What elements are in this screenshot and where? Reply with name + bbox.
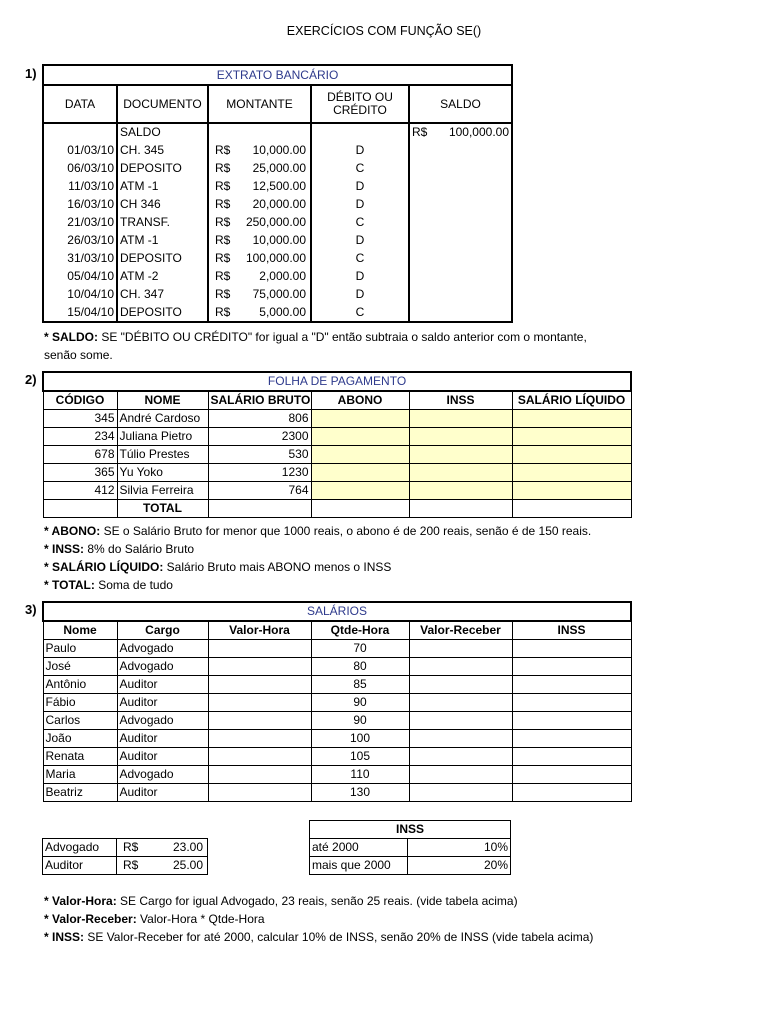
valor-hora-cell[interactable] — [208, 766, 311, 784]
codigo-cell: 365 — [43, 464, 117, 482]
table-row — [43, 694, 631, 712]
valor-receber-cell[interactable] — [409, 730, 512, 748]
qtde-hora-cell: 110 — [311, 766, 409, 784]
note-saldo-text: SE "DÉBITO OU CRÉDITO" for igual a "D" então subtraia o saldo anterior com o montante, — [98, 330, 587, 344]
dc-cell — [311, 123, 409, 141]
documento-cell: DEPOSITO — [117, 303, 208, 322]
rate-value: 23.00 — [172, 840, 203, 854]
salario-bruto-cell: 2300 — [208, 428, 311, 446]
montante-value: 100,000.00 — [245, 250, 306, 265]
data-cell: 11/03/10 — [43, 177, 117, 195]
valor-hora-cell[interactable] — [208, 676, 311, 694]
montante-cell — [208, 195, 311, 213]
codigo-cell: 345 — [43, 410, 117, 428]
exercise-2-number: 2) — [25, 372, 37, 387]
total-empty-cell — [43, 500, 117, 518]
dc-cell: D — [311, 267, 409, 285]
table-row — [43, 640, 631, 658]
montante-cell — [208, 159, 311, 177]
hourly-rates-table — [42, 838, 208, 875]
currency-symbol: R$ — [215, 268, 231, 283]
page-title: EXERCÍCIOS COM FUNÇÃO SE() — [286, 24, 482, 38]
rate-cargo-cell: Advogado — [43, 839, 117, 857]
inss-faixa-cell: mais que 2000 — [310, 857, 408, 875]
table-row — [43, 285, 512, 303]
cargo-cell: Advogado — [117, 658, 208, 676]
saldo-cell[interactable] — [409, 231, 512, 249]
payroll-table — [42, 371, 632, 518]
currency-symbol: R$ — [215, 286, 231, 301]
salario-bruto-cell: 806 — [208, 410, 311, 428]
montante-cell — [208, 213, 311, 231]
nome-cell: João — [43, 730, 117, 748]
bank-statement-title: EXTRATO BANCÁRIO — [43, 65, 512, 85]
col-header-salario-liquido: SALÁRIO LÍQUIDO — [512, 391, 631, 410]
documento-cell: ATM -1 — [117, 177, 208, 195]
valor-receber-cell[interactable] — [409, 748, 512, 766]
col-header-valor-receber: Valor-Receber — [409, 621, 512, 640]
saldo-cell[interactable] — [409, 159, 512, 177]
saldo-cell[interactable] — [409, 141, 512, 159]
montante-cell — [208, 123, 311, 141]
data-cell: 26/03/10 — [43, 231, 117, 249]
data-cell: 16/03/10 — [43, 195, 117, 213]
qtde-hora-cell: 70 — [311, 640, 409, 658]
saldo-cell[interactable] — [409, 249, 512, 267]
col-header-inss: INSS — [512, 621, 631, 640]
montante-value: 20,000.00 — [252, 196, 306, 211]
dc-cell: D — [311, 231, 409, 249]
saldo-label: SALDO — [117, 123, 208, 141]
table-row — [43, 410, 631, 428]
montante-cell — [208, 249, 311, 267]
montante-cell — [208, 267, 311, 285]
cargo-cell: Advogado — [117, 640, 208, 658]
currency-symbol: R$ — [412, 125, 428, 139]
montante-value: 12,500.00 — [252, 178, 306, 193]
table-row — [43, 159, 512, 177]
note-valor-receber: * Valor-Receber: Valor-Hora * Qtde-Hora — [44, 912, 265, 926]
documento-cell: ATM -2 — [117, 267, 208, 285]
note-valor-hora: * Valor-Hora: SE Cargo for igual Advogado, 23 reais, senão 25 reais. (vide tabela acima) — [44, 894, 518, 908]
documento-cell: CH. 345 — [117, 141, 208, 159]
nome-cell: Paulo — [43, 640, 117, 658]
qtde-hora-cell: 100 — [311, 730, 409, 748]
montante-cell — [208, 141, 311, 159]
qtde-hora-cell: 130 — [311, 784, 409, 802]
note-abono: * ABONO: SE o Salário Bruto for menor que 1000 reais, o abono é de 200 reais, senão é de 150 reais. — [44, 524, 592, 538]
documento-cell: CH. 347 — [117, 285, 208, 303]
qtde-hora-cell: 85 — [311, 676, 409, 694]
documento-cell: DEPOSITO — [117, 249, 208, 267]
valor-receber-cell[interactable] — [409, 694, 512, 712]
table-row — [43, 482, 631, 500]
table-row — [43, 748, 631, 766]
cargo-cell: Advogado — [117, 712, 208, 730]
total-inss-cell[interactable] — [409, 500, 512, 518]
montante-cell — [208, 303, 311, 322]
note-inss: * INSS: 8% do Salário Bruto — [44, 542, 195, 556]
nome-cell: Beatriz — [43, 784, 117, 802]
col-header-qtde-hora: Qtde-Hora — [311, 621, 409, 640]
col-header-saldo: SALDO — [409, 85, 512, 123]
inss-cell[interactable] — [512, 766, 631, 784]
table-row — [43, 428, 631, 446]
rate-row — [43, 857, 208, 875]
inss-cell[interactable] — [512, 676, 631, 694]
abono-cell[interactable] — [311, 428, 409, 446]
table-row — [43, 712, 631, 730]
inss-cell[interactable] — [409, 464, 512, 482]
saldo-initial-value: 100,000.00 — [448, 125, 509, 139]
col-header-codigo: CÓDIGO — [43, 391, 117, 410]
documento-cell: ATM -1 — [117, 231, 208, 249]
abono-cell[interactable] — [311, 464, 409, 482]
currency-symbol: R$ — [215, 160, 231, 175]
rate-value: 25.00 — [172, 858, 203, 872]
montante-value: 250,000.00 — [245, 214, 306, 229]
table-row — [43, 676, 631, 694]
codigo-cell: 234 — [43, 428, 117, 446]
currency-symbol: R$ — [215, 178, 231, 193]
table-row — [43, 213, 512, 231]
salaries-table — [42, 601, 632, 802]
dc-cell: C — [311, 213, 409, 231]
currency-symbol: R$ — [215, 304, 231, 319]
valor-hora-cell[interactable] — [208, 640, 311, 658]
data-cell: 31/03/10 — [43, 249, 117, 267]
rate-value-cell — [117, 839, 208, 857]
documento-cell: CH 346 — [117, 195, 208, 213]
currency-symbol: R$ — [215, 196, 231, 211]
nome-cell: Silvia Ferreira — [117, 482, 208, 500]
salaries-title: SALÁRIOS — [43, 602, 631, 621]
note-saldo-label: * SALDO: — [44, 330, 98, 344]
salario-bruto-cell: 1230 — [208, 464, 311, 482]
exercise-3-number: 3) — [25, 602, 37, 617]
dc-cell: D — [311, 177, 409, 195]
montante-value: 25,000.00 — [252, 160, 306, 175]
note-saldo-text-2: senão some. — [44, 348, 113, 362]
table-row — [43, 141, 512, 159]
currency-symbol: R$ — [215, 214, 231, 229]
abono-cell[interactable] — [311, 410, 409, 428]
valor-receber-cell[interactable] — [409, 658, 512, 676]
payroll-notes — [44, 522, 591, 594]
codigo-cell: 412 — [43, 482, 117, 500]
salario-liquido-cell[interactable] — [512, 446, 631, 464]
nome-cell: Fábio — [43, 694, 117, 712]
data-cell: 15/04/10 — [43, 303, 117, 322]
dc-cell: D — [311, 285, 409, 303]
table-row — [43, 231, 512, 249]
cargo-cell: Auditor — [117, 784, 208, 802]
montante-cell — [208, 177, 311, 195]
col-header-montante: MONTANTE — [208, 85, 311, 123]
inss-faixa-cell: até 2000 — [310, 839, 408, 857]
nome-cell: Carlos — [43, 712, 117, 730]
total-liquido-cell[interactable] — [512, 500, 631, 518]
qtde-hora-cell: 80 — [311, 658, 409, 676]
salario-bruto-cell: 764 — [208, 482, 311, 500]
inss-cell[interactable] — [512, 712, 631, 730]
inss-pct-cell: 10% — [408, 839, 511, 857]
note-total: * TOTAL: Soma de tudo — [44, 578, 173, 592]
inss-pct-cell: 20% — [408, 857, 511, 875]
abono-cell[interactable] — [311, 482, 409, 500]
dc-cell: C — [311, 303, 409, 322]
nome-cell: Túlio Prestes — [117, 446, 208, 464]
col-header-cargo: Cargo — [117, 621, 208, 640]
dc-cell: D — [311, 195, 409, 213]
cargo-cell: Advogado — [117, 766, 208, 784]
total-salario-cell[interactable] — [208, 500, 311, 518]
note-inss-calc: * INSS: SE Valor-Receber for até 2000, calcular 10% de INSS, senão 20% de INSS (vide tabela acima) — [44, 930, 594, 944]
inss-cell[interactable] — [409, 482, 512, 500]
valor-receber-cell[interactable] — [409, 784, 512, 802]
saldo-initial-cell — [409, 123, 512, 141]
currency-symbol: R$ — [123, 858, 139, 872]
saldo-cell[interactable] — [409, 285, 512, 303]
table-row — [43, 267, 512, 285]
table-row — [43, 195, 512, 213]
valor-receber-cell[interactable] — [409, 676, 512, 694]
exercise-1-number: 1) — [25, 66, 37, 81]
col-header-inss: INSS — [409, 391, 512, 410]
currency-symbol: R$ — [215, 142, 231, 157]
cargo-cell: Auditor — [117, 748, 208, 766]
saldo-cell[interactable] — [409, 303, 512, 322]
inss-cell[interactable] — [512, 694, 631, 712]
col-header-data: DATA — [43, 85, 117, 123]
nome-cell: Juliana Pietro — [117, 428, 208, 446]
valor-hora-cell[interactable] — [208, 784, 311, 802]
table-row — [43, 766, 631, 784]
cargo-cell: Auditor — [117, 730, 208, 748]
data-cell — [43, 123, 117, 141]
data-cell: 05/04/10 — [43, 267, 117, 285]
col-header-debito-credito: DÉBITO OU CRÉDITO — [311, 85, 409, 123]
inss-rate-row — [310, 839, 511, 857]
table-row — [43, 730, 631, 748]
documento-cell: DEPOSITO — [117, 159, 208, 177]
inss-cell[interactable] — [409, 446, 512, 464]
currency-symbol: R$ — [123, 840, 139, 854]
dc-cell: C — [311, 249, 409, 267]
cargo-cell: Auditor — [117, 694, 208, 712]
valor-receber-cell[interactable] — [409, 640, 512, 658]
data-cell: 10/04/10 — [43, 285, 117, 303]
col-header-abono: ABONO — [311, 391, 409, 410]
inss-cell[interactable] — [512, 658, 631, 676]
inss-cell[interactable] — [512, 784, 631, 802]
montante-cell — [208, 231, 311, 249]
nome-cell: Antônio — [43, 676, 117, 694]
valor-hora-cell[interactable] — [208, 712, 311, 730]
valor-hora-cell[interactable] — [208, 730, 311, 748]
inss-rate-row — [310, 857, 511, 875]
valor-hora-cell[interactable] — [208, 658, 311, 676]
salaries-notes — [44, 892, 593, 946]
currency-symbol: R$ — [215, 250, 231, 265]
table-row — [43, 784, 631, 802]
abono-cell[interactable] — [311, 446, 409, 464]
valor-hora-cell[interactable] — [208, 694, 311, 712]
payroll-title: FOLHA DE PAGAMENTO — [43, 372, 631, 391]
salario-liquido-cell[interactable] — [512, 464, 631, 482]
montante-value: 10,000.00 — [252, 142, 306, 157]
saldo-cell[interactable] — [409, 267, 512, 285]
codigo-cell: 678 — [43, 446, 117, 464]
inss-rates-table — [309, 820, 511, 875]
montante-value: 10,000.00 — [252, 232, 306, 247]
salario-liquido-cell[interactable] — [512, 482, 631, 500]
inss-table-title: INSS — [310, 821, 511, 839]
col-header-nome: Nome — [43, 621, 117, 640]
col-header-salario-bruto: SALÁRIO BRUTO — [208, 391, 311, 410]
saldo-cell[interactable] — [409, 177, 512, 195]
data-cell: 06/03/10 — [43, 159, 117, 177]
total-label: TOTAL — [117, 500, 208, 518]
rate-row — [43, 839, 208, 857]
table-row — [43, 446, 631, 464]
qtde-hora-cell: 90 — [311, 694, 409, 712]
montante-cell — [208, 285, 311, 303]
nome-cell: Renata — [43, 748, 117, 766]
inss-cell[interactable] — [512, 730, 631, 748]
col-header-nome: NOME — [117, 391, 208, 410]
col-header-valor-hora: Valor-Hora — [208, 621, 311, 640]
nome-cell: José — [43, 658, 117, 676]
rate-value-cell — [117, 857, 208, 875]
col-header-documento: DOCUMENTO — [117, 85, 208, 123]
table-row — [43, 464, 631, 482]
rate-cargo-cell: Auditor — [43, 857, 117, 875]
table-row — [43, 177, 512, 195]
qtde-hora-cell: 105 — [311, 748, 409, 766]
currency-symbol: R$ — [215, 232, 231, 247]
inss-cell[interactable] — [409, 410, 512, 428]
data-cell: 01/03/10 — [43, 141, 117, 159]
nome-cell: André Cardoso — [117, 410, 208, 428]
montante-value: 75,000.00 — [252, 286, 306, 301]
salario-liquido-cell[interactable] — [512, 428, 631, 446]
inss-cell[interactable] — [409, 428, 512, 446]
valor-hora-cell[interactable] — [208, 748, 311, 766]
salario-liquido-cell[interactable] — [512, 410, 631, 428]
saldo-cell[interactable] — [409, 213, 512, 231]
nome-cell: Yu Yoko — [117, 464, 208, 482]
saldo-cell[interactable] — [409, 195, 512, 213]
nome-cell: Maria — [43, 766, 117, 784]
table-row — [43, 123, 512, 141]
note-saldo — [44, 328, 587, 364]
table-row — [43, 249, 512, 267]
cargo-cell: Auditor — [117, 676, 208, 694]
data-cell: 21/03/10 — [43, 213, 117, 231]
dc-cell: D — [311, 141, 409, 159]
montante-value: 2,000.00 — [259, 268, 306, 283]
montante-value: 5,000.00 — [259, 304, 306, 319]
table-row — [43, 303, 512, 322]
valor-receber-cell[interactable] — [409, 766, 512, 784]
inss-cell[interactable] — [512, 640, 631, 658]
qtde-hora-cell: 90 — [311, 712, 409, 730]
dc-cell: C — [311, 159, 409, 177]
inss-cell[interactable] — [512, 748, 631, 766]
note-salario-liquido: * SALÁRIO LÍQUIDO: Salário Bruto mais ABONO menos o INSS — [44, 560, 392, 574]
table-row — [43, 658, 631, 676]
bank-statement-table — [42, 64, 513, 323]
documento-cell: TRANSF. — [117, 213, 208, 231]
valor-receber-cell[interactable] — [409, 712, 512, 730]
salario-bruto-cell: 530 — [208, 446, 311, 464]
total-abono-cell[interactable] — [311, 500, 409, 518]
